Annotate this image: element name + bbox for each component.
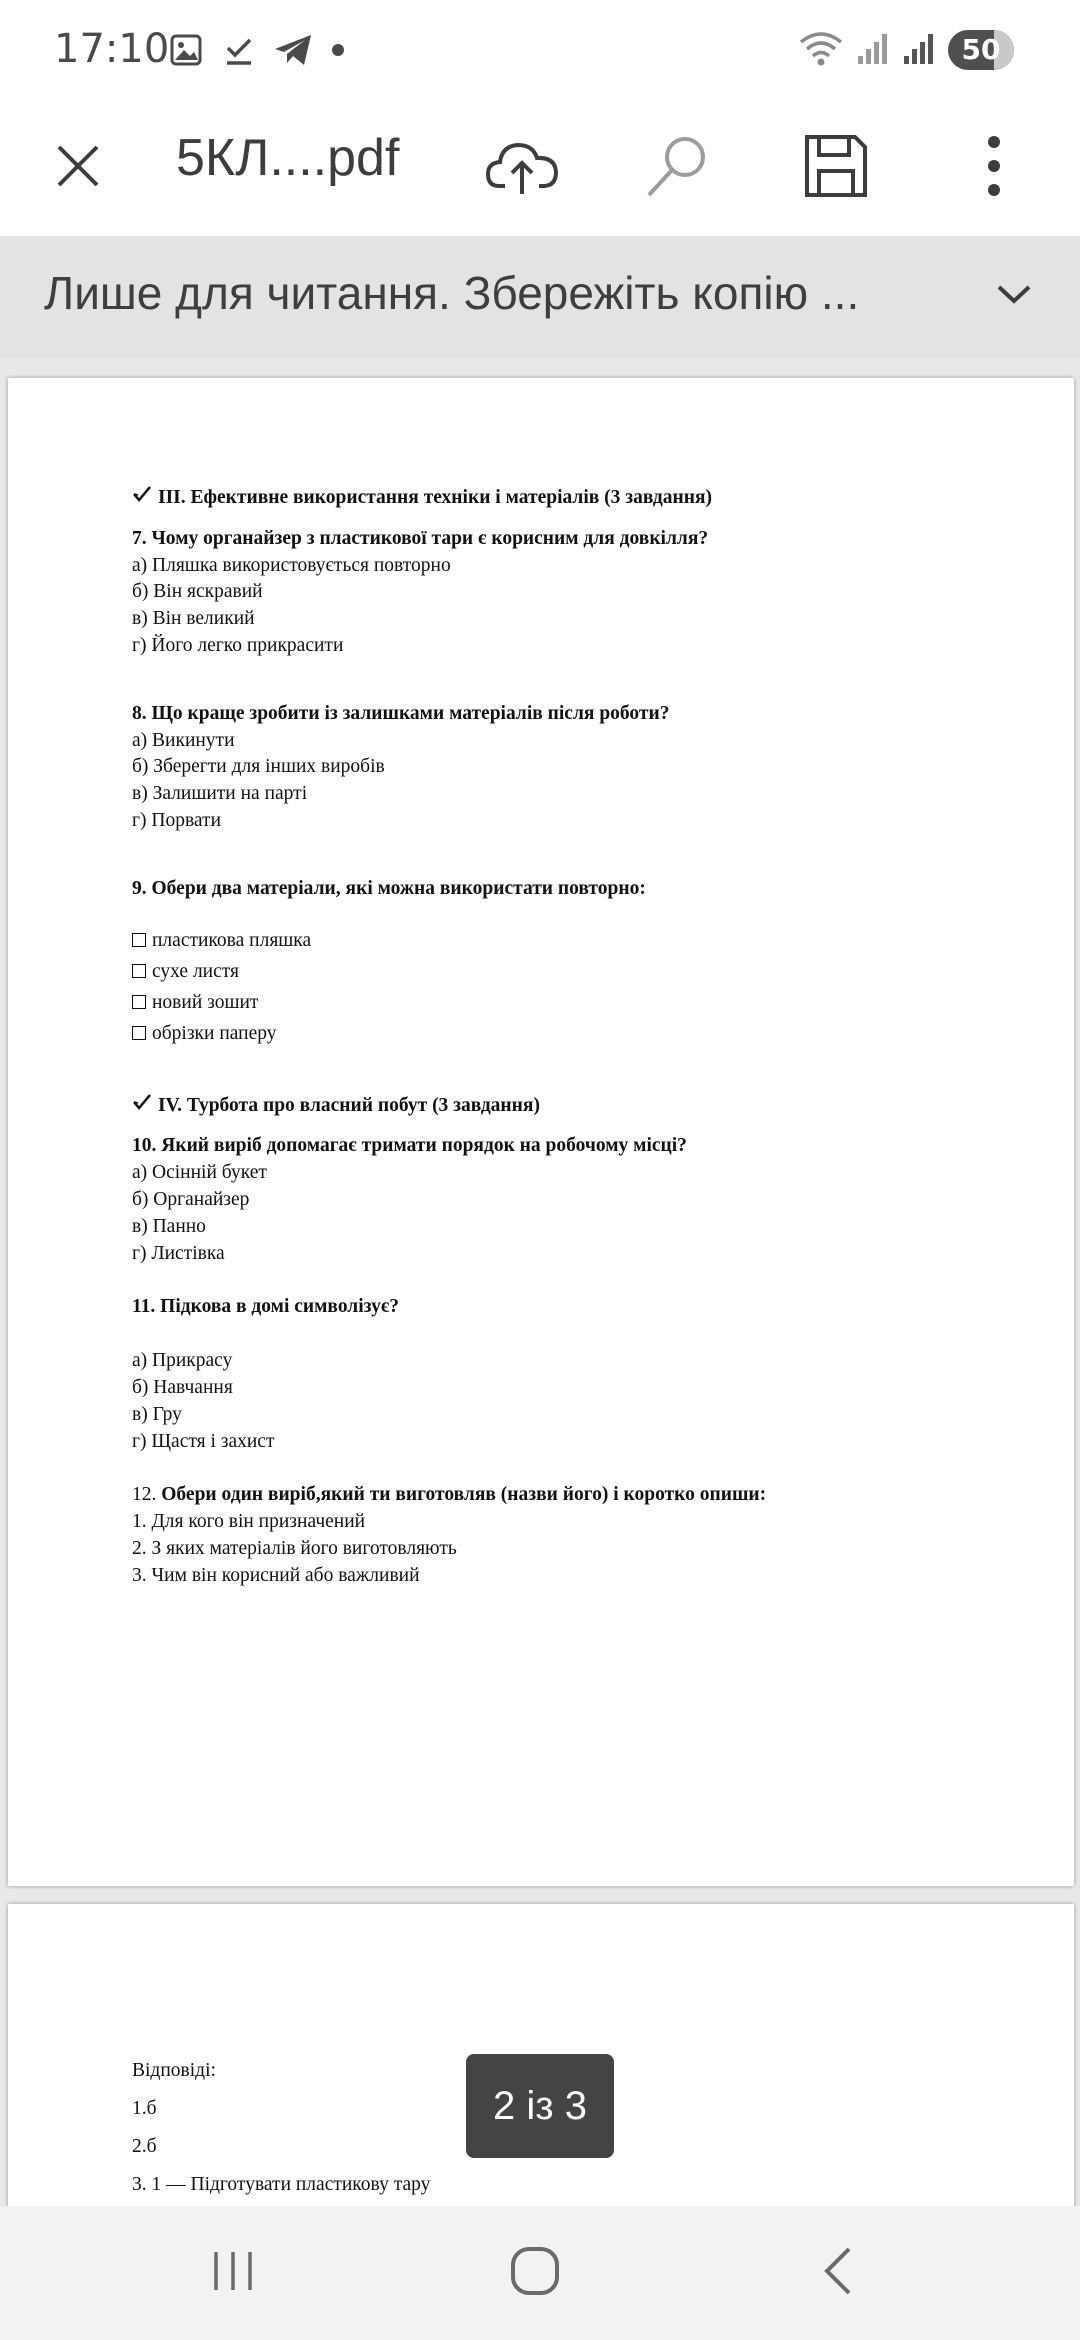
answer-option: а) Пляшка використовується повторно [132,554,451,576]
answer-option: в) Залишити на парті [132,783,308,805]
answer-option: в) Він великий [132,608,255,630]
checkmark-icon [132,485,152,512]
question-number: 12. [132,1484,157,1506]
more-options-button[interactable] [946,120,1042,216]
section-heading: IV. Турбота про власний побут (3 завдання) [132,1093,1034,1120]
system-icons [798,26,1014,74]
notification-icons [166,30,346,74]
wifi-icon [798,28,844,73]
home-icon [509,2245,561,2302]
battery-icon [948,30,1014,70]
question-12 [132,1482,1034,1509]
recent-apps-icon [210,2248,256,2299]
telegram-icon [272,30,314,75]
chevron-down-icon [996,283,1032,310]
answer-line: 1.б [132,2098,157,2119]
page-indicator: 2 із 3 [466,2054,614,2158]
checkbox-option: пластикова пляшка [132,925,1034,956]
check-download-icon [222,30,256,75]
upload-button[interactable] [474,120,570,216]
read-only-banner[interactable] [0,236,1080,358]
list-item: 3. Чим він корисний або важливий [132,1564,420,1586]
checkbox-option: обрізки паперу [132,1018,1034,1049]
answer-option: а) Прикрасу [132,1350,233,1372]
checkbox [132,1026,146,1040]
question-9: 9. Обери два матеріали, які можна використати повторно: [132,877,646,899]
checkbox-option: новий зошит [132,987,1034,1018]
back-button[interactable] [782,2232,892,2314]
page-content [132,485,1034,1590]
app-toolbar [0,100,1080,236]
question-7: 7. Чому органайзер з пластикової тари є корисним для довкілля? [132,527,709,549]
list-item: 1. Для кого він призначений [132,1511,366,1533]
answer-line: 2.б [132,2136,157,2157]
answer-option: б) Він яскравий [132,581,263,603]
close-icon [53,141,103,196]
question-8: 8. Що краще зробити із залишками матеріалів після роботи? [132,702,670,724]
search-button[interactable] [630,120,726,216]
status-bar [0,0,1080,100]
close-button[interactable] [30,120,126,216]
list-item: 2. З яких матеріалів його виготовляють [132,1537,457,1559]
more-icon [984,134,1004,203]
checkbox-option: сухе листя [132,956,1034,987]
battery-level: 50 [961,33,1001,66]
question-10: 10. Який виріб допомагає тримати порядок на робочому місці? [132,1135,687,1157]
question-11: 11. Підкова в домі символізує? [132,1296,400,1318]
pdf-page [8,378,1074,1886]
dot-icon [330,30,346,75]
search-icon [643,131,713,206]
navigation-bar [0,2206,1080,2340]
answer-line: 3. 1 — Підготувати пластикову тару [132,2174,431,2195]
save-icon [803,133,869,204]
answer-option: б) Навчання [132,1376,233,1398]
cloud-upload-icon [485,136,559,201]
home-button[interactable] [480,2232,590,2314]
checkmark-icon [132,1093,152,1120]
checkbox [132,964,146,978]
answer-option: а) Викинути [132,729,235,751]
read-only-message: Лише для читання. Збережіть копію ... [44,267,860,319]
answer-option: г) Порвати [132,809,222,831]
status-time: 17:10 [54,26,170,72]
save-button[interactable] [788,120,884,216]
answer-option: а) Осінній букет [132,1162,267,1184]
answers-label: Відповіді: [132,2060,216,2081]
document-title: 5КЛ....pdf [176,129,400,187]
question-text: Обери один виріб,який ти виготовляв (назви його) і коротко опиши: [161,1484,767,1506]
checkbox [132,933,146,947]
answer-option: г) Його легко прикрасити [132,634,344,656]
signal-icon [856,28,890,73]
answer-option: г) Щастя і захист [132,1430,275,1452]
answer-option: б) Зберегти для інших виробів [132,756,385,778]
checkbox [132,995,146,1009]
section-heading: III. Ефективне використання техніки і матеріалів (3 завдання) [132,485,1034,512]
back-icon [821,2245,853,2302]
signal-icon [902,28,936,73]
gallery-icon [166,30,206,75]
document-viewer[interactable] [0,358,1080,2206]
expand-banner-button[interactable] [978,260,1050,332]
answer-option: г) Листівка [132,1242,225,1264]
checkbox-list [132,925,1034,1049]
answer-option: б) Органайзер [132,1188,250,1210]
recent-apps-button[interactable] [178,2232,288,2314]
answer-option: в) Гру [132,1403,182,1425]
answer-option: в) Панно [132,1215,206,1237]
